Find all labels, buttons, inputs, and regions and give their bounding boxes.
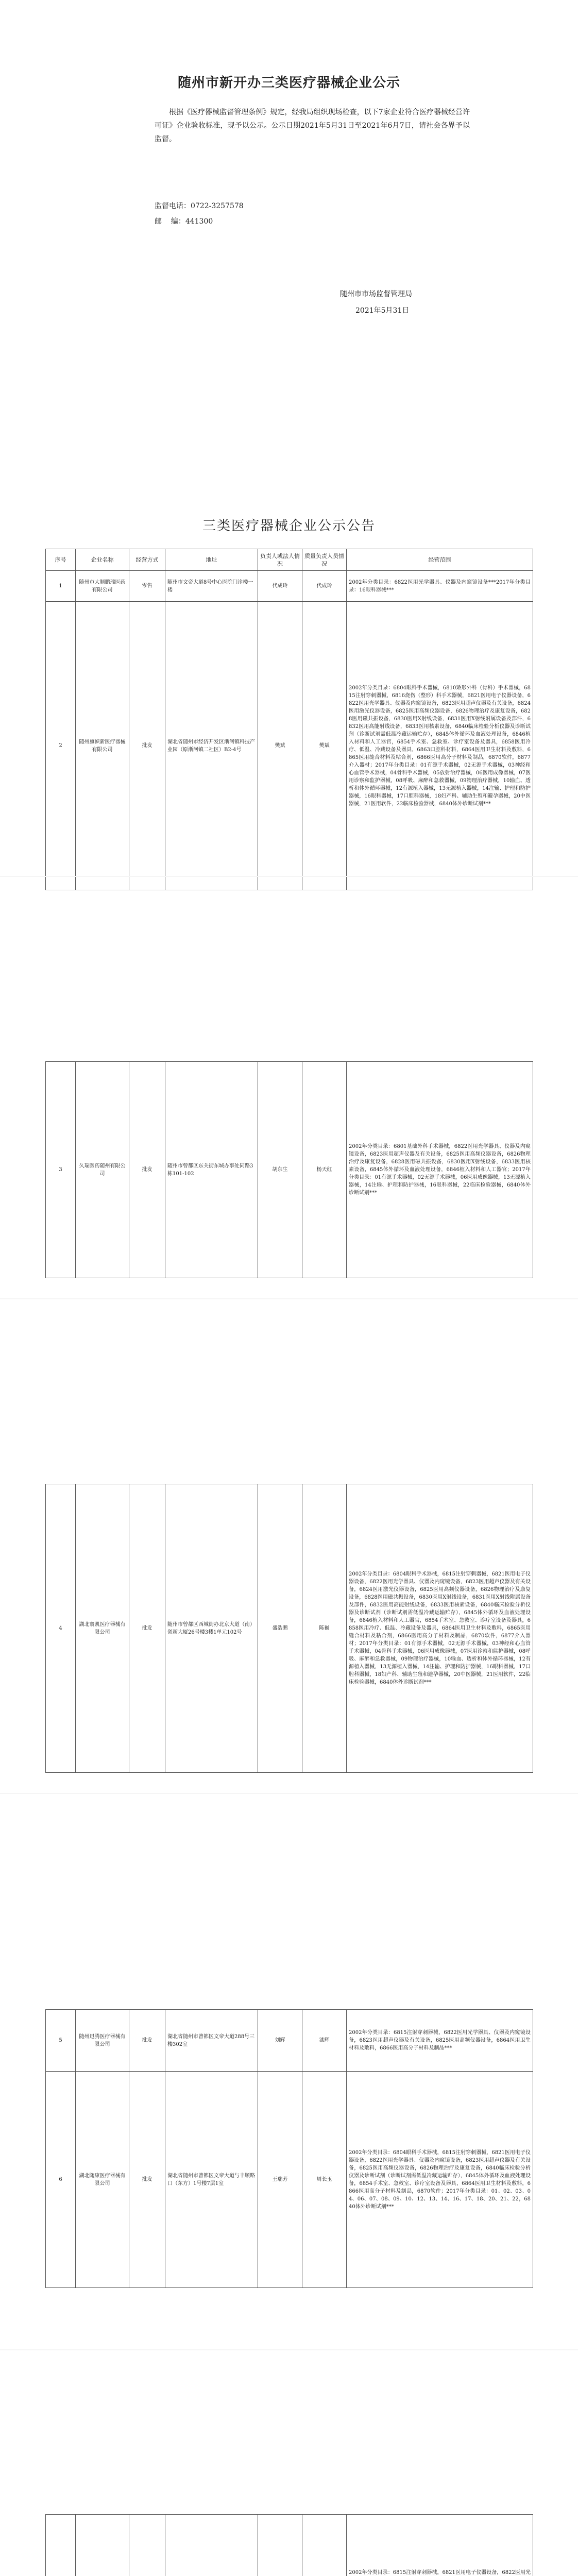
cell-name: 随州迅腾医疗器械有限公司 <box>76 2010 129 2072</box>
post-label: 邮 编： <box>155 217 185 226</box>
table-header-row <box>46 549 533 571</box>
cell-no: 6 <box>46 2072 76 2288</box>
cell-no: 5 <box>46 2010 76 2072</box>
cell-no <box>46 2515 76 2576</box>
header-scope: 经营范围 <box>347 549 533 571</box>
cell-scope: 2002年分类目录：6801基础外科手术器械，6822医用光学器具、仪器及内窥镜设备，6823医用超声仪器及有关设备，6825医用高频仪器设备，6826物理治疗及康复设备，6828医用磁共振设备，6830医用X射线设备，6833医用核素设备，6845体外循环及血液处理设备，6846植入材料和人工器官；2017年分类目录：01有源手术器械，02无源手术器械，06医用成像器械，13无源植入器械，14注输、护理和防护器械，16眼科器械，22临床检验器械，6840体外诊断试剂*** <box>347 1062 533 1278</box>
notice-body: 根据《医疗器械监督管理条例》规定，经我局组织现场检查，以下7家企业符合医疗器械经营许可证》企业验收标准，现予以公示。公示日期2021年5月31日至2021年6月7日，请社会各界予以监督。 <box>155 108 470 143</box>
notice-title: 随州市新开办三类医疗器械企业公示 <box>177 75 400 91</box>
enterprise-table-continued <box>45 2009 533 2288</box>
table-row <box>46 1062 533 1278</box>
phone-label: 监督电话： <box>155 202 191 210</box>
cell-no: 3 <box>46 1062 76 1278</box>
issuing-org: 随州市市场监督管理局 <box>340 290 412 298</box>
cell-scope: 2002年分类目录：6804眼科手术器械，6810矫形外科（骨科）手术器械，6815注射穿刺器械，6816烧伤（整形）科手术器械，6821医用电子仪器设备，6822医用光学器具、仪器及内窥镜设备，6823医用超声仪器及有关设备，6824医用激光仪器设备，6825医用高频仪器设备，6826物理治疗及康复设备，6828医用磁共振设备，6830医用X射线设备，6831医用X射线附属设备及部件，6832医用高能射线设备，6833医用核素设备，6840临床检验分析仪器及诊断试剂（诊断试剂需低温冷藏运输贮存），6845体外循环及血液处理设备，6846植入材料和人工器官，6854手术室、急救室、诊疗室设备及器具，6858医用冷疗、低温、冷藏设备及器具，6863口腔科材料，6864医用卫生材料及敷料，6865医用缝合材料及粘合剂，6866医用高分子材料及制品，6870软件，6877介入器材；2017年分类目录：01有源手术器械，02无源手术器械，03神经和心血管手术器械，04骨科手术器械，05放射治疗器械，06医用成像器械，07医用诊察和监护器械，08呼吸、麻醉和急救器械，09物理治疗器械，10输血、透析和体外循环器械，12有源植入器械，13无源植入器械，14注输、护理和防护器械，16眼科器械，17口腔科器械，18妇产科、辅助生殖和避孕器械，20中医器械，21医用软件，22临床检验器械，6840体外诊断试剂*** <box>347 602 533 890</box>
cell-scope: 2002年分类目录：6804眼科手术器械，6815注射穿刺器械，6821医用电子仪器设备，6822医用光学器具、仪器及内窥镜设备，6823医用超声仪器及有关设备，6824医用激光仪器设备，6825医用高频仪器设备，6826物理治疗及康复设备，6828医用磁共振设备，6830医用X射线设备，6831医用X射线附属设备及部件，6832医用高能射线设备，6833医用核素设备，6840临床检验分析仪器及诊断试剂（诊断试剂需低温冷藏运输贮存），6845体外循环及血液处理设备，6846植入材料和人工器官，6854手术室、急救室、诊疗室设备及器具，6858医用冷疗、低温、冷藏设备及器具，6864医用卫生材料及敷料，6865医用缝合材料及粘合剂，6866医用高分子材料及制品，6870软件，6877介入器材；2017年分类目录：01有源手术器械，02无源手术器械，03神经和心血管手术器械，04骨科手术器械，06医用成像器械，07医用诊察和监护器械，08呼吸、麻醉和急救器械，09物理治疗器械，10输血、透析和体外循环器械，12有源植入器械，13无源植入器械，14注输、护理和防护器械，16眼科器械，17口腔科器械，18妇产科、辅助生殖和避孕器械，20中医器械，21医用软件，22临床检验器械，6840体外诊断试剂*** <box>347 1484 533 1773</box>
cell-leader: 王瑞芳 <box>258 2072 302 2288</box>
cell-name <box>76 2515 129 2576</box>
cell-leader: 胡东生 <box>258 1062 302 1278</box>
table-row <box>46 2515 533 2576</box>
page-divider <box>0 1298 578 1299</box>
table-segment-1 <box>45 549 533 890</box>
cell-qa: 樊斌 <box>302 602 347 890</box>
cell-mode: 零售 <box>129 571 165 602</box>
cell-name: 久瑞医药随州有限公司 <box>76 1062 129 1278</box>
table-segment-3 <box>45 1484 533 1773</box>
table-segment-4 <box>45 2009 533 2288</box>
page-divider <box>0 1793 578 1794</box>
cell-scope: 2002年分类目录：6804眼科手术器械，6815注射穿刺器械，6821医用电子仪器设备，6822医用光学器具、仪器及内窥镜设备，6823医用超声仪器及有关设备，6825医用高频仪器设备，6826物理治疗及康复设备，6840临床检验分析仪器及诊断试剂（诊断试剂需低温冷藏运输贮存），6845体外循环及血液处理设备，6854手术室、急救室、诊疗室设备及器具，6864医用卫生材料及敷料，6866医用高分子材料及制品，6870软件；2017年分类目录：01、02、03、04、06、07、08、09、10、12、13、14、16、17、18、20、21、22，6840体外诊断试剂*** <box>347 2072 533 2288</box>
table-row <box>46 2010 533 2072</box>
header-address: 地址 <box>165 549 258 571</box>
cell-address: 随州市文帝大道8号中心医院门诊楼一楼 <box>165 571 258 602</box>
post-code: 441300 <box>185 217 213 226</box>
table-row <box>46 571 533 602</box>
cell-mode: 批发 <box>129 1484 165 1773</box>
cell-leader: 盛浩鹏 <box>258 1484 302 1773</box>
cell-scope: 2002年分类目录：6822医用光学器具、仪器及内窥镜设备***2017年分类目录：16眼科器械*** <box>347 571 533 602</box>
cell-address: 湖北省随州市经济开发区淅河镇科技产业园（原淅河镇二社区）B2-4号 <box>165 602 258 890</box>
table-row <box>46 602 533 890</box>
header-leader: 负责人或法人情况 <box>258 549 302 571</box>
cell-qa: 陈巍 <box>302 1484 347 1773</box>
cell-name: 随州市大顺鹏瑞医药有限公司 <box>76 571 129 602</box>
cell-address: 随州市曾都区东关街东城办事处同路3栋101-102 <box>165 1062 258 1278</box>
header-qa: 质量负责人员情况 <box>302 549 347 571</box>
cell-address <box>165 2515 258 2576</box>
table-segment-2 <box>45 1061 533 1278</box>
table-segment-5 <box>45 2514 533 2576</box>
cell-scope: 2002年分类目录：6815注射穿刺器械，6821医用电子仪器设备，6822医用光 <box>347 2515 533 2576</box>
cell-no: 4 <box>46 1484 76 1773</box>
cell-qa <box>302 2515 347 2576</box>
cell-leader <box>258 2515 302 2576</box>
cell-scope: 2002年分类目录：6815注射穿刺器械，6822医用光学器具、仪器及内窥镜设备，6823医用超声仪器及有关设备，6825医用高频仪器设备，6864医用卫生材料及敷料，6866医用高分子材料及制品*** <box>347 2010 533 2072</box>
cell-leader: 代成玲 <box>258 571 302 602</box>
cell-mode: 批发 <box>129 1062 165 1278</box>
cell-qa: 漆辉 <box>302 2010 347 2072</box>
post-line <box>155 215 213 228</box>
cell-address: 随州市曾都区西城街办北京大道（南）创新大厦26号楼3楼1单元102号 <box>165 1484 258 1773</box>
table-row <box>46 1484 533 1773</box>
cell-no: 1 <box>46 571 76 602</box>
cell-mode: 批发 <box>129 2072 165 2288</box>
cell-address: 湖北省随州市曾都区文帝大道与丰顺路口（东方）1号楼7层1室 <box>165 2072 258 2288</box>
enterprise-table-continued <box>45 1061 533 1278</box>
cell-name: 随州旗帜新医疗器械有限公司 <box>76 602 129 890</box>
cell-leader: 刘辉 <box>258 2010 302 2072</box>
table-title: 三类医疗器械企业公示公告 <box>202 518 376 534</box>
cell-no: 2 <box>46 602 76 890</box>
cell-mode <box>129 2515 165 2576</box>
cell-qa: 代成玲 <box>302 571 347 602</box>
header-name: 企业名称 <box>76 549 129 571</box>
header-mode: 经营方式 <box>129 549 165 571</box>
enterprise-table <box>45 549 533 890</box>
enterprise-table-continued <box>45 1484 533 1773</box>
cell-name: 湖北寰凯医疗器械有限公司 <box>76 1484 129 1773</box>
cell-mode: 批发 <box>129 2010 165 2072</box>
cell-address: 湖北省随州市曾都区文帝大道288号三楼302室 <box>165 2010 258 2072</box>
cell-qa: 杨天红 <box>302 1062 347 1278</box>
cell-leader: 樊斌 <box>258 602 302 890</box>
issue-date: 2021年5月31日 <box>355 307 410 315</box>
page-divider <box>0 2349 578 2350</box>
table-row <box>46 2072 533 2288</box>
page-divider <box>0 876 578 877</box>
cell-mode: 批发 <box>129 602 165 890</box>
enterprise-table-continued <box>45 2514 533 2576</box>
phone-line <box>155 200 244 212</box>
phone-number: 0722-3257578 <box>191 202 244 210</box>
cell-name: 湖北随康医疗器械有限公司 <box>76 2072 129 2288</box>
cell-qa: 周长玉 <box>302 2072 347 2288</box>
notice-page <box>0 0 578 608</box>
header-no: 序号 <box>46 549 76 571</box>
